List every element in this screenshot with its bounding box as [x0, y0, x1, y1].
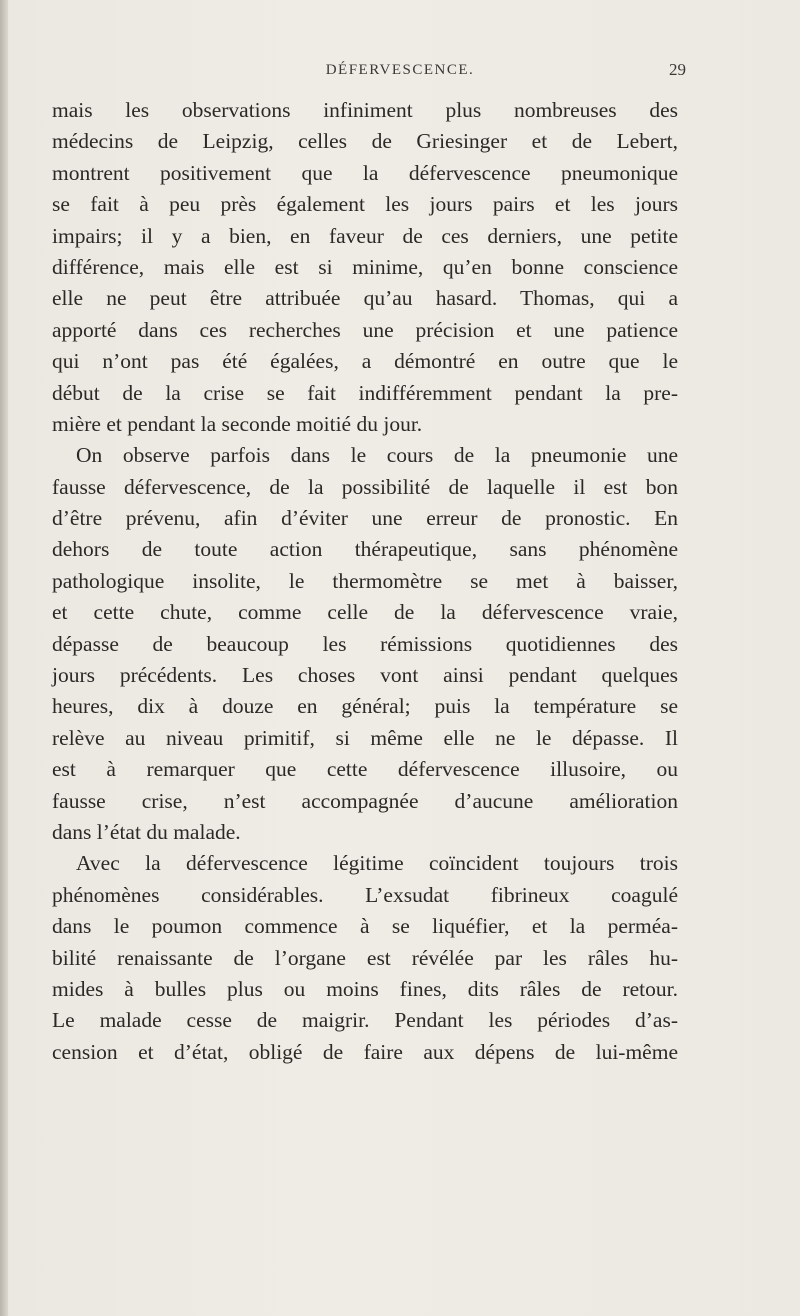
page-number: 29 — [669, 60, 686, 79]
text-line: médecins de Leipzig, celles de Griesinger et de Lebert, — [52, 129, 678, 154]
text-line: Avec la défervescence légitime coïncident toujours trois — [76, 851, 678, 876]
text-line: fausse défervescence, de la possibilité de laquelle il est bon — [52, 474, 678, 499]
text-line: bilité renaissante de l’organe est révélée par les râles hu- — [52, 945, 678, 970]
text-line: qui n’ont pas été égalées, a démontré en outre que le — [52, 349, 678, 374]
text-line: et cette chute, comme celle de la défervescence vraie, — [52, 600, 678, 625]
text-line: impairs; il y a bien, en faveur de ces derniers, une petite — [52, 223, 678, 248]
paragraph-2 — [52, 440, 678, 848]
running-head: DÉFERVESCENCE. — [325, 62, 475, 78]
text-line: cension et d’état, obligé de faire aux dépens de lui-même — [52, 1039, 678, 1064]
text-line: phénomènes considérables. L’exsudat fibrineux coagulé — [52, 882, 678, 907]
text-line: est à remarquer que cette défervescence illusoire, ou — [52, 757, 678, 782]
text-line: dehors de toute action thérapeutique, sans phénomène — [52, 537, 678, 562]
paragraph-3 — [52, 848, 678, 1068]
text-line: relève au niveau primitif, si même elle ne le dépasse. Il — [52, 725, 678, 750]
text-line: apporté dans ces recherches une précision et une patience — [52, 317, 678, 342]
text-line: fausse crise, n’est accompagnée d’aucune amélioration — [52, 788, 678, 813]
body-text — [52, 95, 678, 1068]
text-line: dans le poumon commence à se liquéfier, et la perméa- — [52, 914, 678, 939]
text-line: dépasse de beaucoup les rémissions quotidiennes des — [52, 631, 678, 656]
text-line: début de la crise se fait indifféremment pendant la pre- — [52, 380, 678, 405]
paragraph-1 — [52, 95, 678, 440]
text-line: d’être prévenu, afin d’éviter une erreur de pronostic. En — [52, 506, 678, 531]
text-line: mides à bulles plus ou moins fines, dits râles de retour. — [52, 976, 678, 1001]
text-line: On observe parfois dans le cours de la pneumonie une — [76, 443, 678, 468]
page-header — [0, 58, 800, 88]
text-line: dans l’état du malade. — [52, 819, 241, 844]
text-line: mais les observations infiniment plus nombreuses des — [52, 98, 678, 122]
text-line: différence, mais elle est si minime, qu’en bonne conscience — [52, 254, 678, 279]
text-line: Le malade cesse de maigrir. Pendant les périodes d’as- — [52, 1008, 678, 1033]
text-line: pathologique insolite, le thermomètre se met à baisser, — [52, 568, 678, 593]
text-line: jours précédents. Les choses vont ainsi pendant quelques — [52, 663, 678, 688]
text-line: montrent positivement que la défervescence pneumonique — [52, 160, 678, 185]
page-binding-edge — [0, 0, 8, 1316]
text-line: heures, dix à douze en général; puis la température se — [52, 694, 678, 719]
text-line: mière et pendant la seconde moitié du jour. — [52, 411, 423, 436]
text-line: elle ne peut être attribuée qu’au hasard. Thomas, qui a — [52, 286, 678, 311]
text-line: se fait à peu près également les jours pairs et les jours — [52, 192, 678, 217]
